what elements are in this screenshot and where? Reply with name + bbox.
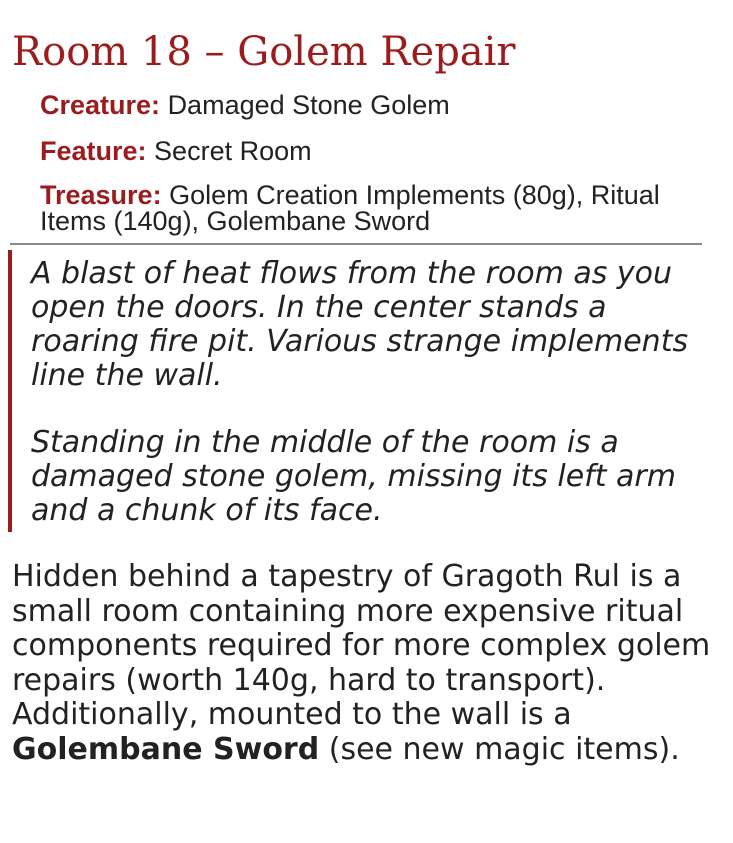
creature-label: Creature:: [40, 90, 161, 120]
feature-value: Secret Room: [154, 136, 312, 166]
golembane-sword-name: Golembane Sword: [12, 731, 320, 767]
section-divider: [10, 243, 702, 245]
treasure-stat: [40, 182, 720, 234]
description-text-start: Hidden behind a tapestry of Gragoth Rul is a small room containing more expensive ritual components required for more complex golem repairs (worth 140g, hard to transport). Additionally, mounted to the wall is a: [12, 559, 711, 732]
room-title: Room 18 – Golem Repair: [12, 29, 516, 75]
creature-stat: [40, 91, 450, 119]
read-aloud-box: [8, 250, 712, 532]
read-aloud-paragraph-2: Standing in the middle of the room is a damaged stone golem, missing its left arm and a chunk of its face.: [31, 425, 676, 528]
room-description: [12, 560, 727, 767]
creature-value: Damaged Stone Golem: [167, 90, 450, 120]
treasure-label: Treasure:: [40, 180, 162, 210]
feature-label: Feature:: [40, 136, 147, 166]
treasure-value: Golem Creation Implements (80g), Ritual Items (140g), Golembane Sword: [40, 180, 660, 236]
read-aloud-paragraph-1: A blast of heat flows from the room as you open the doors. In the center stands a roaring fire pit. Various strange implements line the wall.: [31, 256, 689, 393]
feature-stat: [40, 137, 312, 165]
description-text-end: (see new magic items).: [319, 731, 680, 767]
